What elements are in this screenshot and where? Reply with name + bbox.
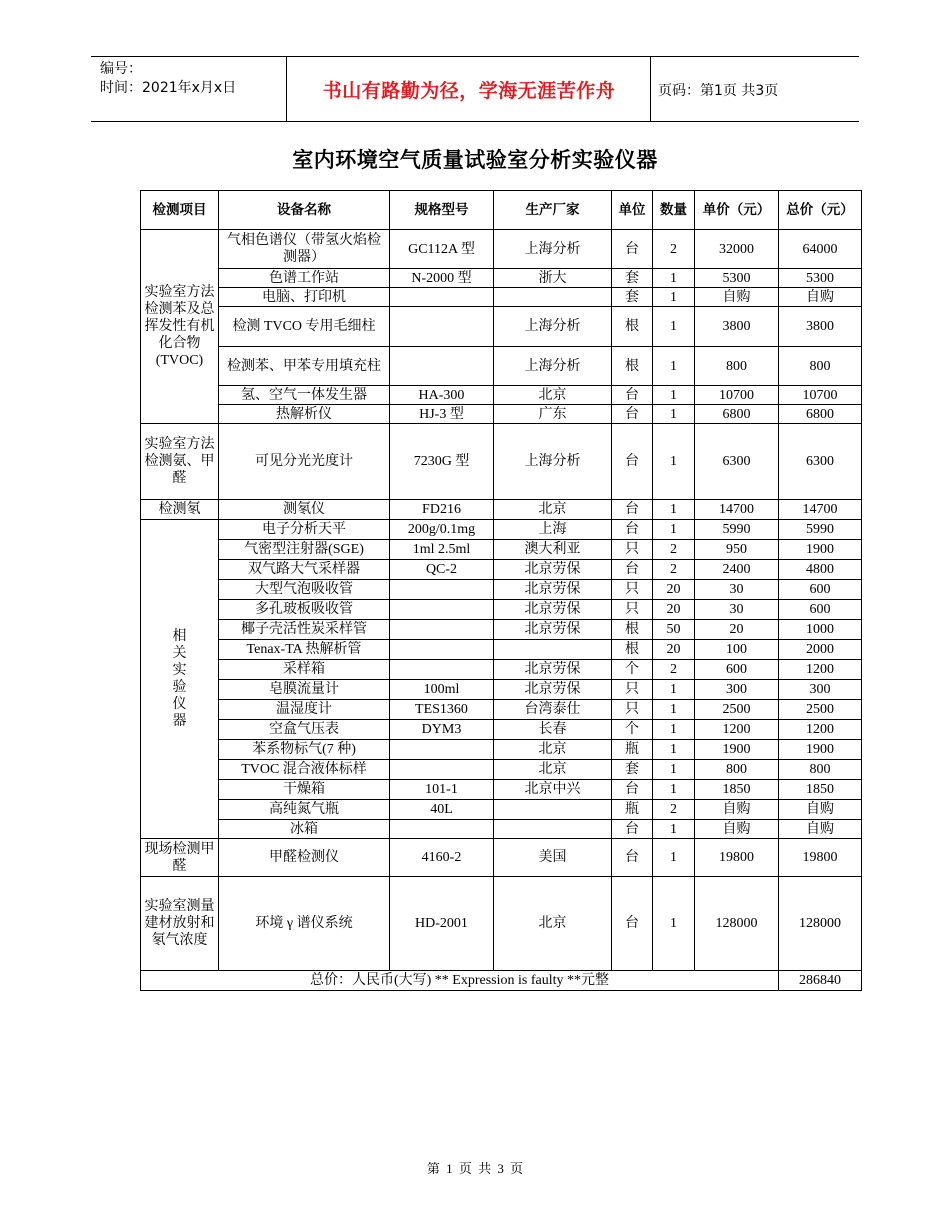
table-row [141, 680, 862, 700]
header-qty: 数量 [653, 191, 695, 230]
equipment-total: 5300 [779, 269, 862, 288]
equipment-qty: 1 [653, 780, 695, 800]
equipment-model [390, 600, 494, 620]
equipment-model: FD216 [390, 500, 494, 520]
equipment-qty: 1 [653, 269, 695, 288]
category-vertical-char: 相 [172, 629, 187, 644]
equipment-total: 1900 [779, 540, 862, 560]
equipment-price: 128000 [695, 877, 779, 971]
equipment-price: 1900 [695, 740, 779, 760]
equipment-total: 800 [779, 760, 862, 780]
equipment-price: 30 [695, 580, 779, 600]
table-row [141, 800, 862, 820]
equipment-maker: 北京劳保 [494, 660, 612, 680]
table-row [141, 700, 862, 720]
grand-total: 286840 [779, 971, 862, 991]
equipment-price: 2500 [695, 700, 779, 720]
total-row [141, 971, 862, 991]
equipment-total: 800 [779, 347, 862, 386]
equipment-qty: 2 [653, 660, 695, 680]
equipment-price: 800 [695, 760, 779, 780]
equipment-total: 300 [779, 680, 862, 700]
equipment-name: 椰子壳活性炭采样管 [219, 620, 390, 640]
table-row [141, 580, 862, 600]
equipment-price: 5300 [695, 269, 779, 288]
equipment-name: 氢、空气一体发生器 [219, 386, 390, 405]
equipment-qty: 1 [653, 820, 695, 839]
equipment-price: 自购 [695, 820, 779, 839]
equipment-total: 自购 [779, 820, 862, 839]
equipment-maker [494, 800, 612, 820]
equipment-model [390, 760, 494, 780]
equipment-qty: 1 [653, 288, 695, 307]
equipment-total: 自购 [779, 288, 862, 307]
equipment-total: 5990 [779, 520, 862, 540]
category-vertical-char: 验 [172, 680, 187, 695]
equipment-name: 电脑、打印机 [219, 288, 390, 307]
category-cell: 检测氡 [141, 500, 219, 520]
equipment-unit: 瓶 [612, 800, 653, 820]
category-cell: 实验室方法检测氨、甲醛 [141, 424, 219, 500]
header-model: 规格型号 [390, 191, 494, 230]
equipment-name: 气密型注射器(SGE) [219, 540, 390, 560]
equipment-price: 30 [695, 600, 779, 620]
header-motto: 书山有路勤为径，学海无涯苦作舟 [322, 80, 616, 102]
header-total: 总价（元） [779, 191, 862, 230]
equipment-name: 空盒气压表 [219, 720, 390, 740]
equipment-price: 950 [695, 540, 779, 560]
equipment-unit: 只 [612, 540, 653, 560]
equipment-unit: 只 [612, 600, 653, 620]
table-row [141, 820, 862, 839]
header-unit: 单位 [612, 191, 653, 230]
header-name: 设备名称 [219, 191, 390, 230]
equipment-model: 4160-2 [390, 839, 494, 877]
header-maker: 生产厂家 [494, 191, 612, 230]
equipment-total: 1200 [779, 720, 862, 740]
equipment-qty: 1 [653, 500, 695, 520]
equipment-price: 6300 [695, 424, 779, 500]
equipment-price: 32000 [695, 230, 779, 269]
equipment-name: 检测 TVCO 专用毛细柱 [219, 307, 390, 347]
equipment-qty: 2 [653, 560, 695, 580]
equipment-qty: 2 [653, 230, 695, 269]
header-item: 检测项目 [141, 191, 219, 230]
equipment-price: 1850 [695, 780, 779, 800]
equipment-model: HA-300 [390, 386, 494, 405]
table-row [141, 424, 862, 500]
equipment-total: 64000 [779, 230, 862, 269]
equipment-unit: 套 [612, 288, 653, 307]
instrument-table [140, 190, 862, 991]
equipment-model [390, 620, 494, 640]
equipment-total: 14700 [779, 500, 862, 520]
category-cell: 实验室方法检测苯及总挥发性有机化合物(TVOC) [141, 230, 219, 424]
table-row [141, 600, 862, 620]
equipment-unit: 台 [612, 877, 653, 971]
page-footer: 第 1 页 共 3 页 [426, 1161, 524, 1176]
equipment-total: 2500 [779, 700, 862, 720]
equipment-qty: 2 [653, 540, 695, 560]
equipment-unit: 套 [612, 760, 653, 780]
equipment-maker: 北京 [494, 740, 612, 760]
document-title: 室内环境空气质量试验室分析实验仪器 [292, 148, 658, 172]
equipment-model [390, 580, 494, 600]
table-row [141, 500, 862, 520]
equipment-total: 1850 [779, 780, 862, 800]
equipment-unit: 台 [612, 560, 653, 580]
table-row [141, 720, 862, 740]
category-vertical-label [143, 628, 216, 730]
equipment-maker: 上海 [494, 520, 612, 540]
document-date: 时间：2021年x月x日 [100, 80, 237, 96]
equipment-model: GC112A 型 [390, 230, 494, 269]
equipment-unit: 只 [612, 700, 653, 720]
equipment-name: 多孔玻板吸收管 [219, 600, 390, 620]
equipment-total: 6800 [779, 405, 862, 424]
header-top-rule [91, 56, 859, 57]
category-cell [141, 520, 219, 839]
equipment-name: 环境 γ 谱仪系统 [219, 877, 390, 971]
equipment-model: N-2000 型 [390, 269, 494, 288]
equipment-qty: 1 [653, 347, 695, 386]
category-vertical-char: 实 [172, 663, 187, 678]
table-row [141, 620, 862, 640]
equipment-qty: 1 [653, 760, 695, 780]
equipment-name: 热解析仪 [219, 405, 390, 424]
equipment-unit: 台 [612, 405, 653, 424]
equipment-model: 40L [390, 800, 494, 820]
equipment-price: 自购 [695, 800, 779, 820]
table-row [141, 560, 862, 580]
equipment-price: 100 [695, 640, 779, 660]
equipment-name: 可见分光光度计 [219, 424, 390, 500]
equipment-model [390, 820, 494, 839]
equipment-unit: 台 [612, 839, 653, 877]
equipment-unit: 根 [612, 347, 653, 386]
table-row [141, 760, 862, 780]
table-row [141, 386, 862, 405]
equipment-total: 6300 [779, 424, 862, 500]
equipment-maker: 北京 [494, 386, 612, 405]
table-row [141, 740, 862, 760]
equipment-maker: 北京劳保 [494, 680, 612, 700]
equipment-qty: 20 [653, 600, 695, 620]
header-page-info: 页码：第1页 共3页 [658, 83, 779, 99]
equipment-maker: 北京劳保 [494, 580, 612, 600]
equipment-model: 200g/0.1mg [390, 520, 494, 540]
equipment-maker: 北京劳保 [494, 560, 612, 580]
equipment-unit: 台 [612, 520, 653, 540]
equipment-unit: 台 [612, 424, 653, 500]
table-row [141, 877, 862, 971]
equipment-model [390, 640, 494, 660]
table-row [141, 405, 862, 424]
header-price: 单价（元） [695, 191, 779, 230]
equipment-name: 测氡仪 [219, 500, 390, 520]
equipment-qty: 1 [653, 520, 695, 540]
equipment-name: 皂膜流量计 [219, 680, 390, 700]
equipment-unit: 台 [612, 500, 653, 520]
table-header-row [141, 191, 862, 230]
total-label: 总价：人民币(大写) ** Expression is faulty **元整 [141, 971, 779, 991]
equipment-unit: 台 [612, 780, 653, 800]
table-row [141, 540, 862, 560]
equipment-qty: 1 [653, 680, 695, 700]
table-row [141, 520, 862, 540]
equipment-name: 温湿度计 [219, 700, 390, 720]
equipment-total: 1900 [779, 740, 862, 760]
equipment-model: HD-2001 [390, 877, 494, 971]
equipment-unit: 个 [612, 660, 653, 680]
equipment-qty: 20 [653, 580, 695, 600]
equipment-unit: 套 [612, 269, 653, 288]
equipment-unit: 台 [612, 386, 653, 405]
equipment-unit: 台 [612, 820, 653, 839]
table-row [141, 288, 862, 307]
table-row [141, 230, 862, 269]
equipment-maker: 北京 [494, 760, 612, 780]
equipment-unit: 根 [612, 640, 653, 660]
equipment-maker [494, 820, 612, 839]
equipment-model: 100ml [390, 680, 494, 700]
equipment-total: 自购 [779, 800, 862, 820]
equipment-name: 干燥箱 [219, 780, 390, 800]
equipment-name: 冰箱 [219, 820, 390, 839]
equipment-price: 自购 [695, 288, 779, 307]
table-row [141, 839, 862, 877]
equipment-maker: 澳大利亚 [494, 540, 612, 560]
equipment-maker: 北京 [494, 877, 612, 971]
equipment-name: Tenax-TA 热解析管 [219, 640, 390, 660]
equipment-price: 3800 [695, 307, 779, 347]
equipment-total: 1000 [779, 620, 862, 640]
equipment-price: 5990 [695, 520, 779, 540]
equipment-qty: 1 [653, 720, 695, 740]
equipment-model: 7230G 型 [390, 424, 494, 500]
equipment-maker: 北京 [494, 500, 612, 520]
equipment-total: 600 [779, 580, 862, 600]
table-row [141, 660, 862, 680]
table-row [141, 347, 862, 386]
equipment-model: TES1360 [390, 700, 494, 720]
equipment-total: 19800 [779, 839, 862, 877]
equipment-price: 600 [695, 660, 779, 680]
category-cell: 现场检测甲醛 [141, 839, 219, 877]
equipment-total: 10700 [779, 386, 862, 405]
document-number-label: 编号： [100, 61, 142, 77]
equipment-unit: 根 [612, 307, 653, 347]
equipment-unit: 只 [612, 680, 653, 700]
equipment-model: DYM3 [390, 720, 494, 740]
equipment-model [390, 307, 494, 347]
equipment-unit: 个 [612, 720, 653, 740]
category-cell: 实验室测量建材放射和氡气浓度 [141, 877, 219, 971]
equipment-price: 2400 [695, 560, 779, 580]
equipment-name: 双气路大气采样器 [219, 560, 390, 580]
equipment-model [390, 740, 494, 760]
equipment-price: 19800 [695, 839, 779, 877]
equipment-total: 2000 [779, 640, 862, 660]
equipment-price: 20 [695, 620, 779, 640]
equipment-qty: 2 [653, 800, 695, 820]
table-row [141, 269, 862, 288]
equipment-name: 气相色谱仪（带氢火焰检测器） [219, 230, 390, 269]
equipment-unit: 台 [612, 230, 653, 269]
equipment-maker: 上海分析 [494, 307, 612, 347]
table-row [141, 640, 862, 660]
equipment-qty: 1 [653, 700, 695, 720]
equipment-maker: 北京中兴 [494, 780, 612, 800]
equipment-total: 4800 [779, 560, 862, 580]
equipment-unit: 根 [612, 620, 653, 640]
equipment-maker: 上海分析 [494, 424, 612, 500]
equipment-price: 14700 [695, 500, 779, 520]
equipment-name: 大型气泡吸收管 [219, 580, 390, 600]
equipment-total: 1200 [779, 660, 862, 680]
equipment-model: 101-1 [390, 780, 494, 800]
category-vertical-char: 关 [172, 646, 187, 661]
equipment-price: 1200 [695, 720, 779, 740]
equipment-model: HJ-3 型 [390, 405, 494, 424]
equipment-name: TVOC 混合液体标样 [219, 760, 390, 780]
header-meta [100, 60, 236, 98]
equipment-maker: 台湾泰仕 [494, 700, 612, 720]
equipment-qty: 50 [653, 620, 695, 640]
equipment-model [390, 660, 494, 680]
equipment-name: 苯系物标气(7 种) [219, 740, 390, 760]
equipment-unit: 只 [612, 580, 653, 600]
category-vertical-char: 器 [172, 714, 187, 729]
equipment-price: 6800 [695, 405, 779, 424]
equipment-model: 1ml 2.5ml [390, 540, 494, 560]
equipment-maker: 长春 [494, 720, 612, 740]
equipment-qty: 1 [653, 740, 695, 760]
equipment-name: 采样箱 [219, 660, 390, 680]
equipment-model [390, 347, 494, 386]
equipment-model: QC-2 [390, 560, 494, 580]
equipment-qty: 20 [653, 640, 695, 660]
equipment-name: 甲醛检测仪 [219, 839, 390, 877]
equipment-name: 色谱工作站 [219, 269, 390, 288]
equipment-qty: 1 [653, 424, 695, 500]
equipment-qty: 1 [653, 386, 695, 405]
equipment-maker: 上海分析 [494, 347, 612, 386]
equipment-total: 128000 [779, 877, 862, 971]
equipment-maker [494, 288, 612, 307]
equipment-price: 300 [695, 680, 779, 700]
equipment-maker: 北京劳保 [494, 620, 612, 640]
equipment-model [390, 288, 494, 307]
equipment-maker [494, 640, 612, 660]
table-row [141, 780, 862, 800]
equipment-price: 10700 [695, 386, 779, 405]
category-vertical-char: 仪 [172, 697, 187, 712]
equipment-maker: 上海分析 [494, 230, 612, 269]
equipment-price: 800 [695, 347, 779, 386]
equipment-maker: 广东 [494, 405, 612, 424]
equipment-qty: 1 [653, 307, 695, 347]
header-divider-right [650, 56, 651, 122]
table-row [141, 307, 862, 347]
equipment-maker: 美国 [494, 839, 612, 877]
equipment-total: 600 [779, 600, 862, 620]
equipment-qty: 1 [653, 877, 695, 971]
equipment-maker: 浙大 [494, 269, 612, 288]
header-bottom-rule [91, 121, 859, 122]
equipment-name: 高纯氮气瓶 [219, 800, 390, 820]
equipment-unit: 瓶 [612, 740, 653, 760]
equipment-name: 电子分析天平 [219, 520, 390, 540]
equipment-qty: 1 [653, 405, 695, 424]
equipment-qty: 1 [653, 839, 695, 877]
equipment-maker: 北京劳保 [494, 600, 612, 620]
equipment-total: 3800 [779, 307, 862, 347]
header-divider-left [286, 56, 287, 122]
equipment-name: 检测苯、甲苯专用填充柱 [219, 347, 390, 386]
